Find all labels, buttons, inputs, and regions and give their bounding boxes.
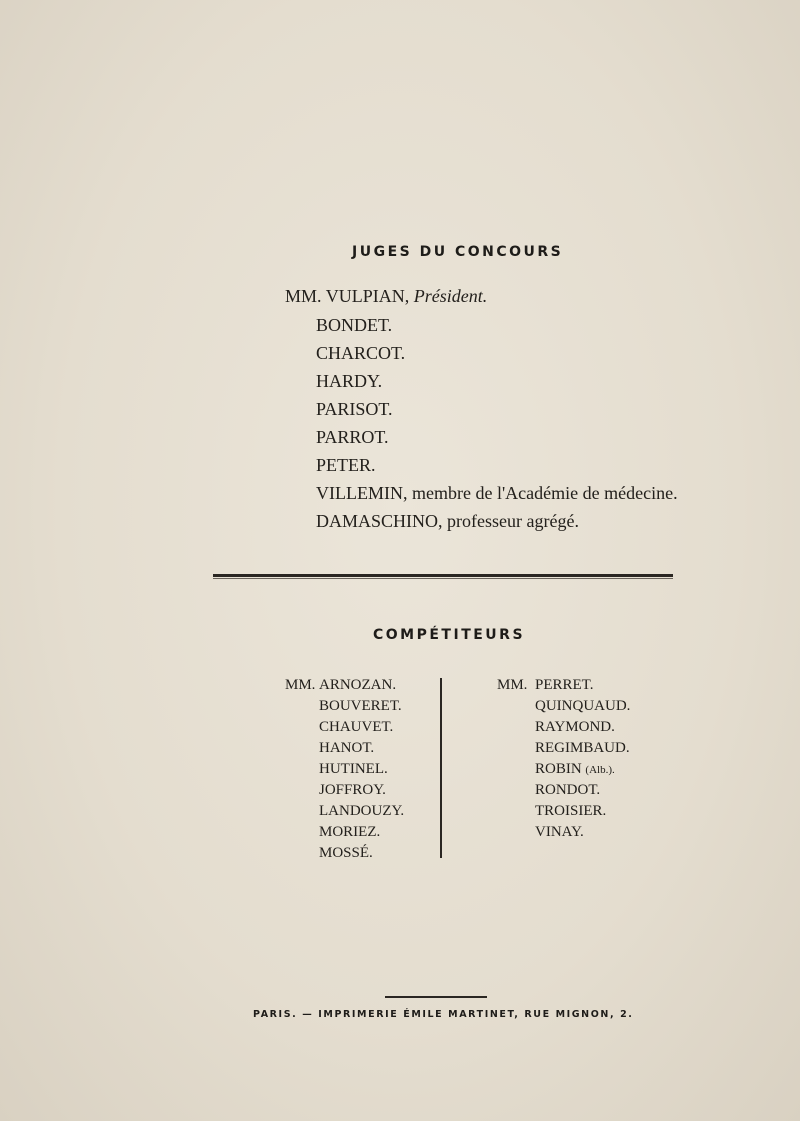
competitor-right: VINAY.	[535, 824, 584, 840]
competitor-left: MOSSÉ.	[319, 845, 373, 861]
robin-suffix: (Alb.).	[585, 764, 615, 776]
juges-heading: JUGES DU CONCOURS	[352, 244, 564, 260]
judge-member: PARISOT.	[316, 399, 393, 419]
competitor-right: ROBIN	[535, 761, 582, 777]
competitor-left: ARNOZAN.	[319, 677, 397, 693]
competitor-right: QUINQUAUD.	[535, 698, 631, 714]
judge-member: CHARCOT.	[316, 343, 406, 363]
judge-member: DAMASCHINO, professeur agrégé.	[316, 511, 579, 531]
judge-member: HARDY.	[316, 371, 383, 391]
president-title: Président.	[413, 286, 488, 306]
judge-member: BONDET.	[316, 315, 393, 335]
column-divider	[440, 678, 442, 858]
competitor-left: HANOT.	[319, 740, 375, 756]
competitor-left: CHAUVET.	[319, 719, 394, 735]
competitor-left: BOUVERET.	[319, 698, 402, 714]
competitor-right-robin	[535, 759, 615, 781]
competitor-right: RONDOT.	[535, 782, 601, 798]
competitor-left: HUTINEL.	[319, 761, 388, 777]
president-line	[285, 285, 487, 307]
printer-imprint: PARIS. — IMPRIMERIE ÉMILE MARTINET, RUE MIGNON, 2.	[253, 1009, 634, 1020]
section-divider	[213, 574, 673, 577]
right-mm-label: MM.	[497, 677, 528, 693]
mm-label: MM.	[285, 286, 322, 306]
competitor-right: TROISIER.	[535, 803, 607, 819]
competitor-left: LANDOUZY.	[319, 803, 405, 819]
competitor-right: PERRET.	[535, 677, 594, 693]
left-mm-label: MM.	[285, 677, 316, 693]
footer-rule	[385, 996, 487, 998]
judge-member: VILLEMIN, membre de l'Académie de médecine.	[316, 483, 678, 503]
section-divider-thin	[213, 578, 673, 579]
president-name: VULPIAN,	[325, 286, 410, 306]
competitor-left: JOFFROY.	[319, 782, 386, 798]
judge-member: PETER.	[316, 455, 376, 475]
judge-member: PARROT.	[316, 427, 389, 447]
competitor-left: MORIEZ.	[319, 824, 381, 840]
competitor-right: RAYMOND.	[535, 719, 615, 735]
competitor-right: REGIMBAUD.	[535, 740, 630, 756]
competiteurs-heading: COMPÉTITEURS	[373, 627, 526, 643]
